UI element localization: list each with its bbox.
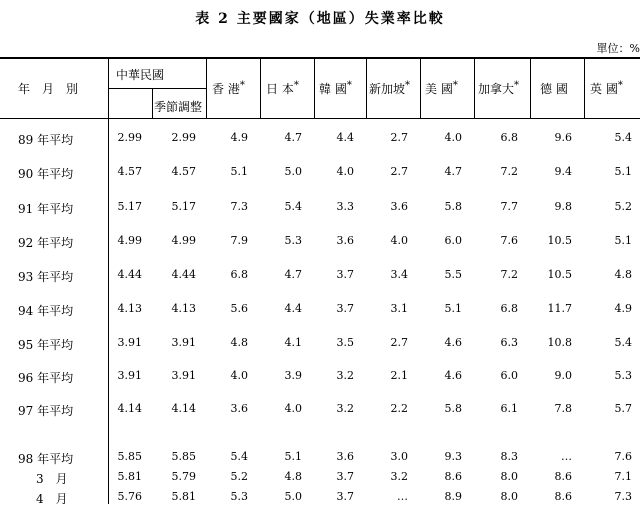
table-cell: 4.13 bbox=[171, 302, 196, 315]
table-cell: 4.9 bbox=[230, 131, 248, 144]
table-cell: 5.81 bbox=[117, 470, 142, 483]
col-divider bbox=[420, 58, 421, 118]
table-cell: 2.7 bbox=[390, 165, 408, 178]
table-cell: 4.0 bbox=[336, 165, 354, 178]
header-de: 德 國 bbox=[540, 82, 568, 96]
col-divider bbox=[474, 58, 475, 118]
table-cell: 4.8 bbox=[284, 470, 302, 483]
table-cell: 9.8 bbox=[554, 200, 572, 213]
table-cell: 7.3 bbox=[230, 200, 248, 213]
table-cell: 4.1 bbox=[284, 336, 302, 349]
header-jp: 日 本 bbox=[266, 82, 294, 96]
col-divider bbox=[314, 58, 315, 118]
row-label: 98 年平均 bbox=[18, 452, 74, 466]
footnote-marker: * bbox=[346, 80, 352, 91]
table-cell: 4.14 bbox=[171, 402, 196, 415]
col-divider bbox=[206, 58, 207, 118]
table-cell: 3.4 bbox=[390, 268, 408, 281]
table-cell: 8.6 bbox=[444, 470, 462, 483]
table-cell: 5.17 bbox=[117, 200, 142, 213]
table-cell: 4.6 bbox=[444, 336, 462, 349]
header-sg: 新加坡 bbox=[369, 82, 406, 96]
table-cell: 7.2 bbox=[500, 268, 518, 281]
table-cell: 7.6 bbox=[614, 450, 632, 463]
row-label: 3 月 bbox=[36, 472, 68, 486]
table-cell: 2.7 bbox=[390, 336, 408, 349]
table-cell: 3.6 bbox=[336, 234, 354, 247]
table-cell: 4.8 bbox=[230, 336, 248, 349]
row-label: 4 月 bbox=[36, 492, 68, 506]
unit-label: 單位：% bbox=[596, 42, 640, 55]
table-cell: 3.5 bbox=[336, 336, 354, 349]
table-cell: 4.44 bbox=[171, 268, 196, 281]
table-cell: 4.99 bbox=[171, 234, 196, 247]
table-cell: 4.6 bbox=[444, 369, 462, 382]
table-cell: 3.9 bbox=[284, 369, 302, 382]
header-uk: 英 國 bbox=[590, 82, 618, 96]
table-cell: 5.7 bbox=[614, 402, 632, 415]
table-cell: 5.2 bbox=[230, 470, 248, 483]
table-cell: 2.1 bbox=[390, 369, 408, 382]
header-top-rule bbox=[0, 57, 640, 59]
table-cell: 3.91 bbox=[171, 336, 196, 349]
table-cell: 10.5 bbox=[547, 234, 572, 247]
table-cell: 3.6 bbox=[336, 450, 354, 463]
table-cell: 5.5 bbox=[444, 268, 462, 281]
table-title: 表 2 主要國家（地區）失業率比較 bbox=[195, 11, 445, 27]
table-cell: 3.91 bbox=[117, 336, 142, 349]
table-cell: 8.3 bbox=[500, 450, 518, 463]
roc-subheader-rule bbox=[108, 88, 206, 89]
col-divider bbox=[530, 58, 531, 118]
footnote-marker: * bbox=[239, 80, 245, 91]
table-cell: 4.9 bbox=[614, 302, 632, 315]
table-cell: 6.8 bbox=[500, 302, 518, 315]
table-cell: 7.3 bbox=[614, 490, 632, 503]
footnote-marker: * bbox=[405, 80, 411, 91]
table-cell: 7.8 bbox=[554, 402, 572, 415]
table-cell: 2.7 bbox=[390, 131, 408, 144]
table-cell: 7.9 bbox=[230, 234, 248, 247]
footnote-marker: * bbox=[293, 80, 299, 91]
table-cell: 6.0 bbox=[444, 234, 462, 247]
table-cell: 3.0 bbox=[390, 450, 408, 463]
row-label: 92 年平均 bbox=[18, 236, 74, 250]
table-cell: 5.4 bbox=[230, 450, 248, 463]
table-cell: 5.3 bbox=[230, 490, 248, 503]
col-divider bbox=[108, 58, 109, 504]
table-cell: 5.4 bbox=[284, 200, 302, 213]
table-cell: 4.4 bbox=[284, 302, 302, 315]
table-cell: … bbox=[397, 490, 408, 503]
table-cell: 3.7 bbox=[336, 470, 354, 483]
table-cell: 7.1 bbox=[614, 470, 632, 483]
row-label: 95 年平均 bbox=[18, 338, 74, 352]
col-divider bbox=[366, 58, 367, 118]
table-cell: 3.1 bbox=[390, 302, 408, 315]
table-cell: 4.7 bbox=[284, 131, 302, 144]
table-cell: 3.7 bbox=[336, 490, 354, 503]
table-cell: 5.79 bbox=[171, 470, 196, 483]
table-cell: 10.5 bbox=[547, 268, 572, 281]
table-cell: 4.13 bbox=[117, 302, 142, 315]
table-cell: 9.0 bbox=[554, 369, 572, 382]
table-cell: 6.0 bbox=[500, 369, 518, 382]
table-cell: 4.7 bbox=[444, 165, 462, 178]
table-cell: 6.8 bbox=[500, 131, 518, 144]
table-cell: 4.0 bbox=[284, 402, 302, 415]
header-hk: 香 港 bbox=[212, 82, 240, 96]
col-divider bbox=[584, 58, 585, 118]
table-cell: 5.81 bbox=[171, 490, 196, 503]
table-cell: 11.7 bbox=[547, 302, 572, 315]
table-cell: 8.6 bbox=[554, 490, 572, 503]
table-cell: 4.8 bbox=[614, 268, 632, 281]
table-cell: 7.7 bbox=[500, 200, 518, 213]
table-cell: 4.0 bbox=[390, 234, 408, 247]
table-cell: … bbox=[561, 450, 572, 463]
table-cell: 4.0 bbox=[230, 369, 248, 382]
header-roc-seasonal: 季節調整 bbox=[154, 100, 203, 114]
table-cell: 5.85 bbox=[117, 450, 142, 463]
table-cell: 3.91 bbox=[171, 369, 196, 382]
table-cell: 3.3 bbox=[336, 200, 354, 213]
table-cell: 8.9 bbox=[444, 490, 462, 503]
table-cell: 3.2 bbox=[390, 470, 408, 483]
table-cell: 3.2 bbox=[336, 369, 354, 382]
table-cell: 3.6 bbox=[230, 402, 248, 415]
table-cell: 5.1 bbox=[614, 234, 632, 247]
table-cell: 2.2 bbox=[390, 402, 408, 415]
table-cell: 2.99 bbox=[171, 131, 196, 144]
table-cell: 5.76 bbox=[117, 490, 142, 503]
roc-subheader-divider bbox=[152, 88, 153, 118]
table-cell: 9.6 bbox=[554, 131, 572, 144]
table-cell: 7.6 bbox=[500, 234, 518, 247]
table-cell: 5.3 bbox=[284, 234, 302, 247]
table-cell: 5.17 bbox=[171, 200, 196, 213]
footnote-marker: * bbox=[514, 80, 520, 91]
table-cell: 5.3 bbox=[614, 369, 632, 382]
header-us: 美 國 bbox=[425, 82, 453, 96]
row-label: 90 年平均 bbox=[18, 167, 74, 181]
table-cell: 4.44 bbox=[117, 268, 142, 281]
table-cell: 5.1 bbox=[230, 165, 248, 178]
table-cell: 4.99 bbox=[117, 234, 142, 247]
table-cell: 6.8 bbox=[230, 268, 248, 281]
table-cell: 5.1 bbox=[444, 302, 462, 315]
table-cell: 4.4 bbox=[336, 131, 354, 144]
row-label: 96 年平均 bbox=[18, 371, 74, 385]
table-cell: 3.7 bbox=[336, 268, 354, 281]
table-cell: 5.2 bbox=[614, 200, 632, 213]
row-label: 89 年平均 bbox=[18, 133, 74, 147]
table-cell: 3.91 bbox=[117, 369, 142, 382]
table-cell: 6.3 bbox=[500, 336, 518, 349]
table-cell: 5.8 bbox=[444, 402, 462, 415]
header-bottom-rule bbox=[0, 118, 640, 119]
row-label: 93 年平均 bbox=[18, 270, 74, 284]
table-cell: 5.4 bbox=[614, 336, 632, 349]
table-cell: 3.2 bbox=[336, 402, 354, 415]
footnote-marker: * bbox=[617, 80, 623, 91]
header-roc: 中華民國 bbox=[116, 68, 165, 82]
table-cell: 5.0 bbox=[284, 165, 302, 178]
table-cell: 4.0 bbox=[444, 131, 462, 144]
header-ca: 加拿大 bbox=[478, 82, 515, 96]
table-cell: 5.1 bbox=[614, 165, 632, 178]
table-cell: 2.99 bbox=[117, 131, 142, 144]
footnote-marker: * bbox=[452, 80, 458, 91]
header-period: 年 月 別 bbox=[18, 82, 79, 96]
table-cell: 5.8 bbox=[444, 200, 462, 213]
col-divider bbox=[260, 58, 261, 118]
table-cell: 7.2 bbox=[500, 165, 518, 178]
table-cell: 4.57 bbox=[171, 165, 196, 178]
table-cell: 4.57 bbox=[117, 165, 142, 178]
table-cell: 9.3 bbox=[444, 450, 462, 463]
table-cell: 8.0 bbox=[500, 490, 518, 503]
table-cell: 5.6 bbox=[230, 302, 248, 315]
table-cell: 3.7 bbox=[336, 302, 354, 315]
table-cell: 4.7 bbox=[284, 268, 302, 281]
table-cell: 9.4 bbox=[554, 165, 572, 178]
row-label: 94 年平均 bbox=[18, 304, 74, 318]
table-cell: 5.85 bbox=[171, 450, 196, 463]
table-cell: 5.1 bbox=[284, 450, 302, 463]
table-cell: 6.1 bbox=[500, 402, 518, 415]
row-label: 91 年平均 bbox=[18, 202, 74, 216]
table-cell: 10.8 bbox=[547, 336, 572, 349]
row-label: 97 年平均 bbox=[18, 404, 74, 418]
table-cell: 8.6 bbox=[554, 470, 572, 483]
table-cell: 5.4 bbox=[614, 131, 632, 144]
table-cell: 8.0 bbox=[500, 470, 518, 483]
header-kr: 韓 國 bbox=[319, 82, 347, 96]
table-cell: 3.6 bbox=[390, 200, 408, 213]
table-cell: 4.14 bbox=[117, 402, 142, 415]
table-cell: 5.0 bbox=[284, 490, 302, 503]
